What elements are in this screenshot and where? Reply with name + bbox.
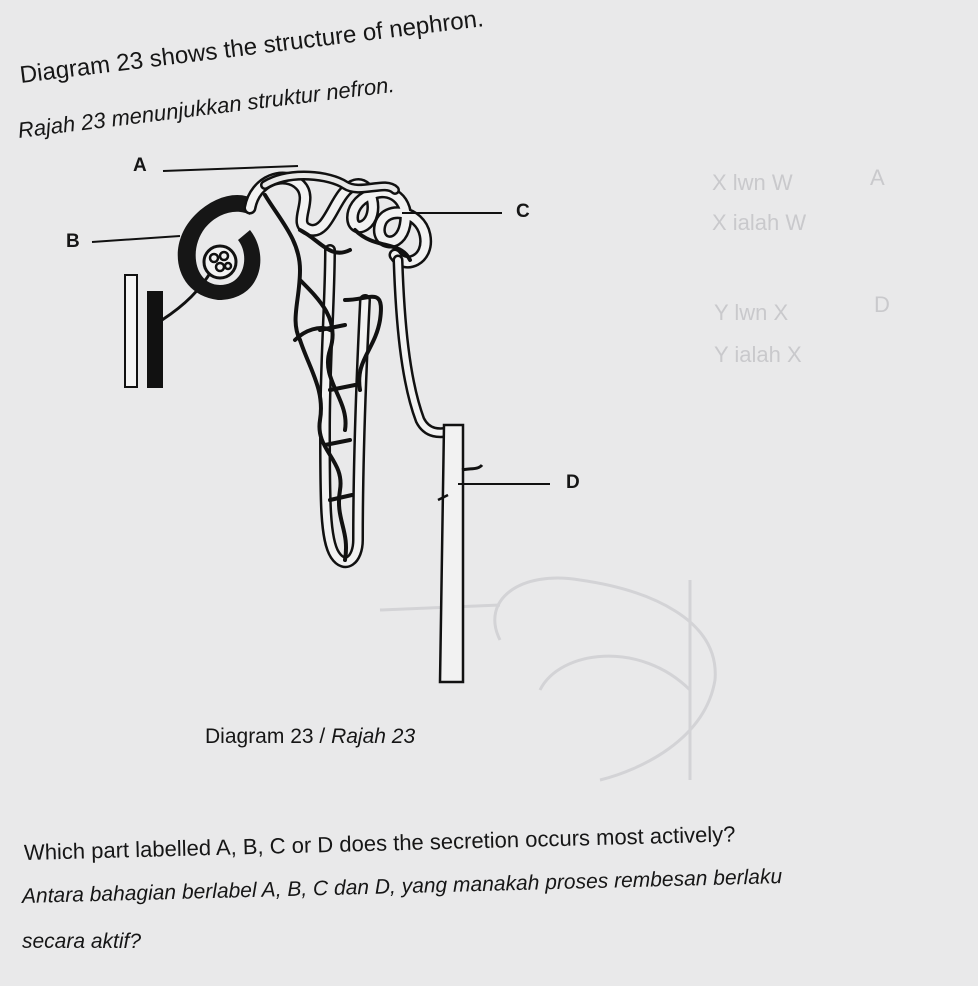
label-c: C bbox=[516, 201, 530, 222]
bleed-through-text: X ialah W bbox=[712, 210, 807, 235]
bleed-through-diagram bbox=[380, 578, 715, 780]
peritubular-capillaries bbox=[265, 195, 410, 560]
intro-malay: Rajah 23 menunjukkan struktur nefron. bbox=[16, 71, 396, 143]
bleed-through-text: Y ialah X bbox=[714, 342, 802, 367]
bleed-through-text: A bbox=[870, 165, 885, 190]
collecting-duct bbox=[438, 425, 482, 682]
leader-line-b bbox=[92, 236, 180, 242]
diagram-caption bbox=[205, 725, 415, 749]
bleed-through-text: D bbox=[874, 292, 890, 317]
bleed-through-text: Y lwn X bbox=[714, 300, 789, 325]
label-d: D bbox=[566, 472, 580, 493]
caption-malay: Rajah 23 bbox=[331, 725, 416, 748]
bleed-through-text: X lwn W bbox=[712, 170, 793, 195]
intro-english: Diagram 23 shows the structure of nephron. bbox=[18, 5, 486, 89]
question-english: Which part labelled A, B, C or D does the secretion occurs most actively? bbox=[23, 821, 736, 865]
question-malay-line2: secara aktif? bbox=[22, 930, 142, 953]
caption-english: Diagram 23 / bbox=[205, 725, 332, 748]
label-b: B bbox=[66, 231, 80, 252]
question-malay-line1: Antara bahagian berlabel A, B, C dan D, yang manakah proses rembesan berlaku bbox=[21, 865, 783, 908]
blood-vessel bbox=[125, 275, 162, 387]
distal-tubule bbox=[398, 260, 455, 433]
leader-line-a bbox=[163, 166, 298, 171]
label-a: A bbox=[133, 155, 147, 176]
